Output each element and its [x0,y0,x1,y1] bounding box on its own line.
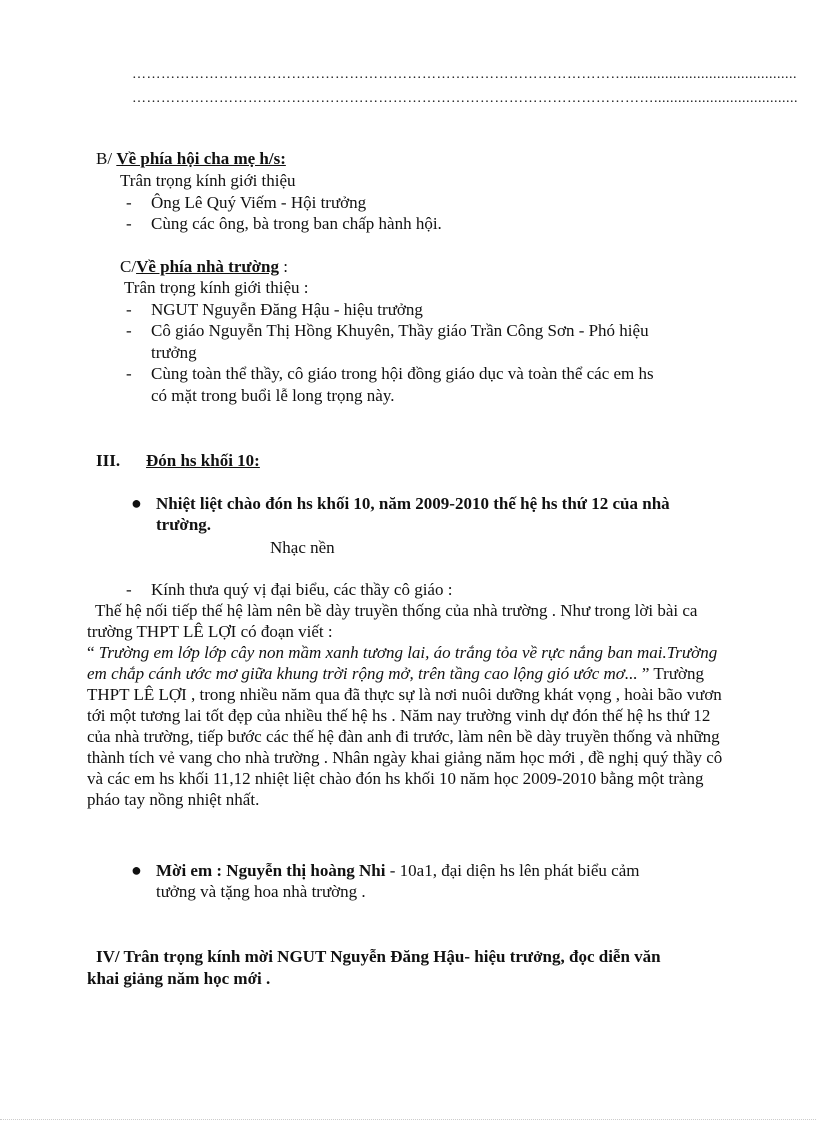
invite-detail: - 10a1, đại diện hs lên phát biểu cảm [385,861,640,880]
welcome-line-2: trường. [156,515,212,534]
invite-line-1 [156,860,639,881]
section-c-item-cont: có mặt trong buổi lễ long trọng này. [151,386,395,405]
section-b-intro: Trân trọng kính giới thiệu [120,171,296,190]
invite-name: Mời em : Nguyễn thị hoàng Nhi [156,861,386,880]
section-b-item: Cùng các ông, bà trong ban chấp hành hội. [151,214,442,233]
school-song-quote: Trường em lớp lớp cây non mầm xanh tương lai, áo trắng tỏa về rực nắng ban mai.Trường em chắp cánh ước mơ giữa khung trời rộng mở, trên tầng cao lộng gió ước mơ... [87,643,718,683]
section-b-item: Ông Lê Quý Viếm - Hội trưởng [151,193,367,212]
address-line: Kính thưa quý vị đại biểu, các thầy cô giáo : [151,580,453,599]
section-c-item: Cùng toàn thể thầy, cô giáo trong hội đồng giáo dục và toàn thể các em hs [151,364,654,383]
section-c-heading [120,256,288,277]
section-b-heading [96,148,286,169]
dash-icon: - [126,580,132,599]
bullet-icon: ● [131,860,142,880]
welcome-line-1: Nhiệt liệt chào đón hs khối 10, năm 2009-2010 thế hệ hs thứ 12 của nhà [156,494,670,513]
invite-line-2: tưởng và tặng hoa nhà trường . [156,882,366,901]
dotted-line-2: ……………………………………………………………………………………………….................................... [132,91,798,106]
section-c-item: NGUT Nguyễn Đăng Hậu - hiệu trưởng [151,300,423,319]
section-c-title: Về phía nhà trường [136,257,279,276]
speech-body: ” Trường THPT LÊ LỢI , trong nhiều năm qua đã thực sự là nơi nuôi dưỡng khát vọng , hoài bão vươn tới một tương lai tốt đẹp của nhiều thế hệ hs . Năm nay trường vinh dự đón thế hệ hs thứ 12 của nhà trường, tiếp bước các thế hệ đàn anh đi trước, làm nên bề dày truyền thống và những thành tích vẻ vang cho nhà trường . Nhân ngày khai giảng năm học mới , đề nghị quý thầy cô và các em hs khối 11,12 nhiệt liệt chào đón hs khối 10 năm học 2009-2010 bằng một tràng pháo tay nồng nhiệt nhất. [87,664,723,809]
bullet-icon: ● [131,493,142,513]
page-bottom-divider [0,1119,816,1120]
dash-icon: - [126,214,132,233]
section-c-item-cont: trưởng [151,343,197,362]
section-b-title: Về phía hội cha mẹ h/s: [116,149,286,168]
section-iii-title: Đón hs khối 10: [146,451,260,470]
section-iv-line-2: khai giảng năm học mới . [87,969,271,988]
section-iii-numeral: III. [96,451,121,470]
section-iv-line-1: IV/ Trân trọng kính mời NGUT Nguyễn Đăng Hậu- hiệu trưởng, đọc diễn văn [96,947,661,966]
music-note: Nhạc nền [270,538,335,557]
dash-icon: - [126,193,132,212]
section-c-prefix: C/ [120,257,137,276]
speech-intro: Thế hệ nối tiếp thế hệ làm nên bề dày truyền thống của nhà trường . Như trong lời bài ca trường THPT LÊ LỢI có đoạn viết : [87,601,698,641]
section-c-suffix: : [278,257,288,276]
section-c-intro: Trân trọng kính giới thiệu : [124,278,309,297]
quote-open: “ [87,643,99,662]
section-c-item: Cô giáo Nguyễn Thị Hồng Khuyên, Thầy giáo Trần Công Sơn - Phó hiệu [151,321,649,340]
dotted-line-1: …………………………………………………………………………………………........................................... [132,67,797,82]
dash-icon: - [126,300,132,319]
speech-paragraph [87,600,737,810]
dash-icon: - [126,321,132,340]
section-b-prefix: B/ [96,149,113,168]
dash-icon: - [126,364,132,383]
